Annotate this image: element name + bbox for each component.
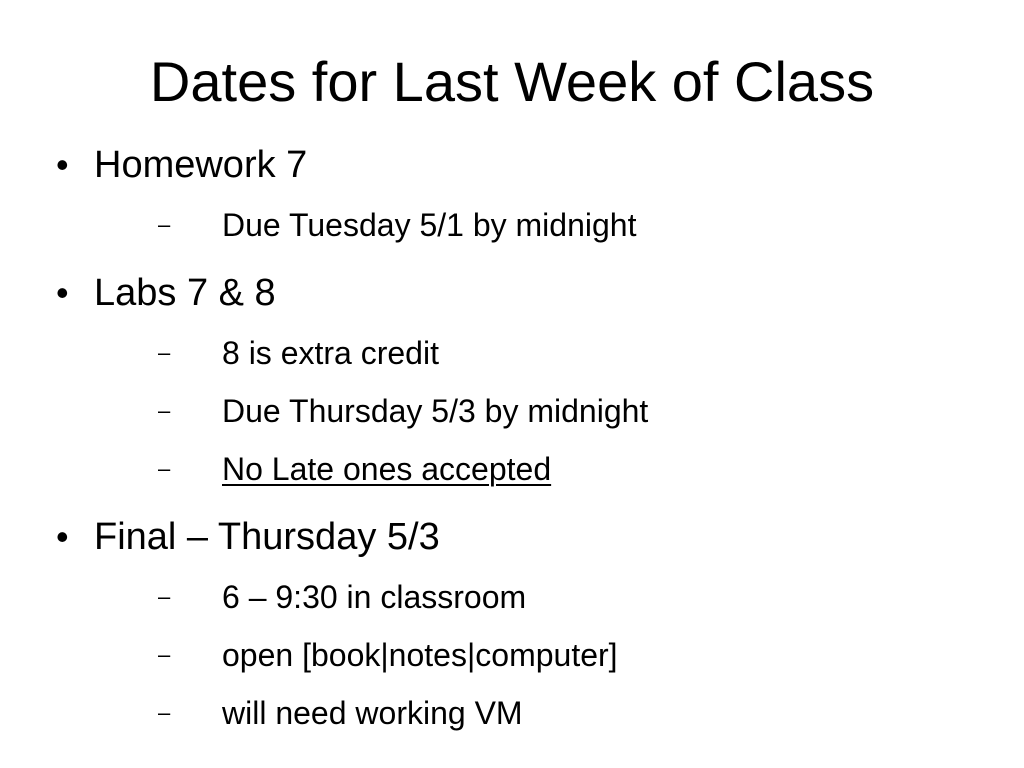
- sub-item-text: will need working VM: [222, 695, 523, 731]
- slide-body: [0, 134, 1024, 742]
- dash-icon: –: [158, 398, 171, 423]
- sub-item-text: 6 – 9:30 in classroom: [222, 579, 527, 615]
- bullet-icon: •: [56, 144, 69, 185]
- sub-item: [0, 324, 1024, 382]
- dash-icon: –: [158, 642, 171, 667]
- sub-item-text: open [book|notes|computer]: [222, 637, 618, 673]
- bullet-item-final: [0, 506, 1024, 568]
- dash-icon: –: [158, 212, 171, 237]
- bullet-icon: •: [56, 516, 69, 557]
- bullet-icon: •: [56, 272, 69, 313]
- bullet-label: Homework 7: [94, 144, 308, 186]
- bullet-item-homework: [0, 134, 1024, 196]
- sub-item: [0, 382, 1024, 440]
- bullet-item-labs: [0, 262, 1024, 324]
- sub-item-text: Due Thursday 5/3 by midnight: [222, 393, 649, 429]
- sub-item: [0, 196, 1024, 254]
- sub-item: [0, 626, 1024, 684]
- dash-icon: –: [158, 340, 171, 365]
- dash-icon: –: [158, 456, 171, 481]
- sub-item-text-underlined: No Late ones accepted: [222, 451, 552, 487]
- sub-item-text: 8 is extra credit: [222, 335, 439, 371]
- slide-title: Dates for Last Week of Class: [149, 50, 875, 113]
- bullet-label: Final – Thursday 5/3: [94, 516, 440, 558]
- sub-item: [0, 684, 1024, 742]
- sub-item: [0, 440, 1024, 498]
- bullet-label: Labs 7 & 8: [94, 272, 276, 314]
- sub-item: [0, 568, 1024, 626]
- dash-icon: –: [158, 700, 171, 725]
- sub-item-text: Due Tuesday 5/1 by midnight: [222, 207, 637, 243]
- dash-icon: –: [158, 584, 171, 609]
